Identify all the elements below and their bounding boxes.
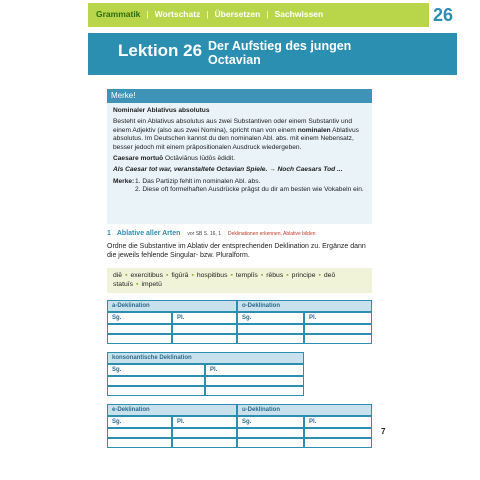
section-nav: Grammatik | Wortschatz | Übersetzen | Sachwissen — [96, 9, 324, 19]
word-item: principe — [291, 272, 316, 279]
top-navigation-bar — [88, 3, 457, 27]
o-declension-header: o-Deklination — [237, 300, 372, 312]
answer-cell[interactable] — [107, 324, 172, 334]
word-item: exercitibus — [130, 272, 163, 279]
exercise-heading — [107, 230, 316, 237]
merke-example-german: Als Caesar tot war, veranstaltete Octavian Spiele. → Noch Caesars Tod ... — [113, 166, 343, 174]
pl-label: Pl. — [304, 312, 372, 324]
answer-cell[interactable] — [107, 334, 172, 344]
merke-points: Merke: 1. Das Partizip fehlt im nominalen Abl. abs. 2. Diese oft formelhaften Ausdrücke prägst du dir am besten wie Vokabeln ein. — [113, 177, 364, 194]
answer-cell[interactable] — [237, 428, 304, 438]
merke-point-1: 1. Das Partizip fehlt im nominalen Abl. abs. — [135, 177, 261, 185]
chapter-number: 26 — [432, 5, 454, 25]
word-item: diē — [113, 272, 123, 279]
answer-cell[interactable] — [304, 438, 372, 448]
title-band — [88, 33, 457, 75]
chapter-number-box — [427, 3, 457, 27]
pl-label: Pl. — [304, 416, 372, 428]
answer-cell[interactable] — [172, 438, 237, 448]
exercise-number: 1 — [107, 230, 111, 237]
nav-wortschatz[interactable]: Wortschatz — [154, 9, 201, 19]
u-declension-header: u-Deklination — [237, 404, 372, 416]
merke-paragraph: Besteht ein Ablativus absolutus aus zwei Substantiven oder einem Substantiv und einem Adjektiv (also aus zwei Nomina), spricht man von einem nominalen Ablativus absolutus. Im Deutschen kannst du den nominalen Abl. abs. mit einem Nebensatz, besser jedoch mit einem präpositionalen Ausdruck wiedergeben. — [113, 118, 359, 151]
answer-cell[interactable] — [107, 376, 205, 386]
answer-cell[interactable] — [304, 334, 372, 344]
sg-label: Sg. — [107, 312, 172, 324]
answer-cell[interactable] — [172, 324, 237, 334]
exercise-reference: vor SB S. 16, 1 — [187, 231, 221, 237]
a-declension-header: a-Deklination — [107, 300, 237, 312]
answer-cell[interactable] — [304, 324, 372, 334]
word-box: diē ▪ exercitibus ▪ figūrā ▪ hospitibus ▪ templīs ▪ rēbus ▪ principe ▪ deō statuīs ▪ impetū — [107, 268, 372, 293]
nav-grammatik[interactable]: Grammatik — [96, 9, 141, 19]
merke-header: Merke! — [107, 89, 372, 103]
answer-cell[interactable] — [304, 428, 372, 438]
word-item: statuīs — [113, 281, 134, 288]
answer-cell[interactable] — [237, 334, 304, 344]
merke-point-2: 2. Diese oft formelhaften Ausdrücke prägst du dir am besten wie Vokabeln ein. — [135, 186, 364, 194]
word-item: rēbus — [266, 272, 284, 279]
pl-label: Pl. — [172, 312, 237, 324]
answer-cell[interactable] — [205, 376, 304, 386]
nav-uebersetzen[interactable]: Übersetzen — [214, 9, 261, 19]
word-item: hospitibus — [196, 272, 228, 279]
nav-sachwissen[interactable]: Sachwissen — [274, 9, 324, 19]
word-item: templīs — [235, 272, 258, 279]
answer-cell[interactable] — [107, 438, 172, 448]
lesson-label: Lektion 26 — [118, 41, 203, 60]
merke-example-latin: Caesare mortuō Octāviānus lūdōs ēdidit. — [113, 155, 236, 163]
answer-cell[interactable] — [237, 438, 304, 448]
answer-cell[interactable] — [205, 386, 304, 396]
word-item: figūrā — [171, 272, 189, 279]
pl-label: Pl. — [172, 416, 237, 428]
sg-label: Sg. — [107, 364, 205, 376]
exercise-instruction: Ordne die Substantive im Ablativ der entsprechenden Deklination zu. Ergänze dann die jeweils fehlende Singular- bzw. Pluralform. — [107, 243, 366, 259]
merke-body — [107, 103, 372, 199]
exercise-title: Ablative aller Arten — [116, 230, 181, 237]
declension-tables — [107, 300, 372, 448]
answer-cell[interactable] — [172, 334, 237, 344]
pl-label: Pl. — [205, 364, 304, 376]
answer-cell[interactable] — [172, 428, 237, 438]
sg-label: Sg. — [237, 312, 304, 324]
merke-heading: Nominaler Ablativus absolutus — [113, 107, 210, 114]
answer-cell[interactable] — [237, 324, 304, 334]
answer-cell[interactable] — [107, 428, 172, 438]
exercise-subtitle: Deklinationen erkennen, Ablative bilden — [227, 231, 316, 237]
word-item: deō — [323, 272, 336, 279]
e-declension-header: e-Deklination — [107, 404, 237, 416]
merke-box — [107, 89, 372, 224]
sg-label: Sg. — [107, 416, 172, 428]
lesson-title: Der Aufstieg des jungen Octavian — [208, 39, 352, 67]
word-item: impetū — [141, 281, 162, 288]
answer-cell[interactable] — [107, 386, 205, 396]
consonant-declension-header: konsonantische Deklination — [107, 352, 304, 364]
sg-label: Sg. — [237, 416, 304, 428]
page-number: 7 — [381, 427, 386, 436]
